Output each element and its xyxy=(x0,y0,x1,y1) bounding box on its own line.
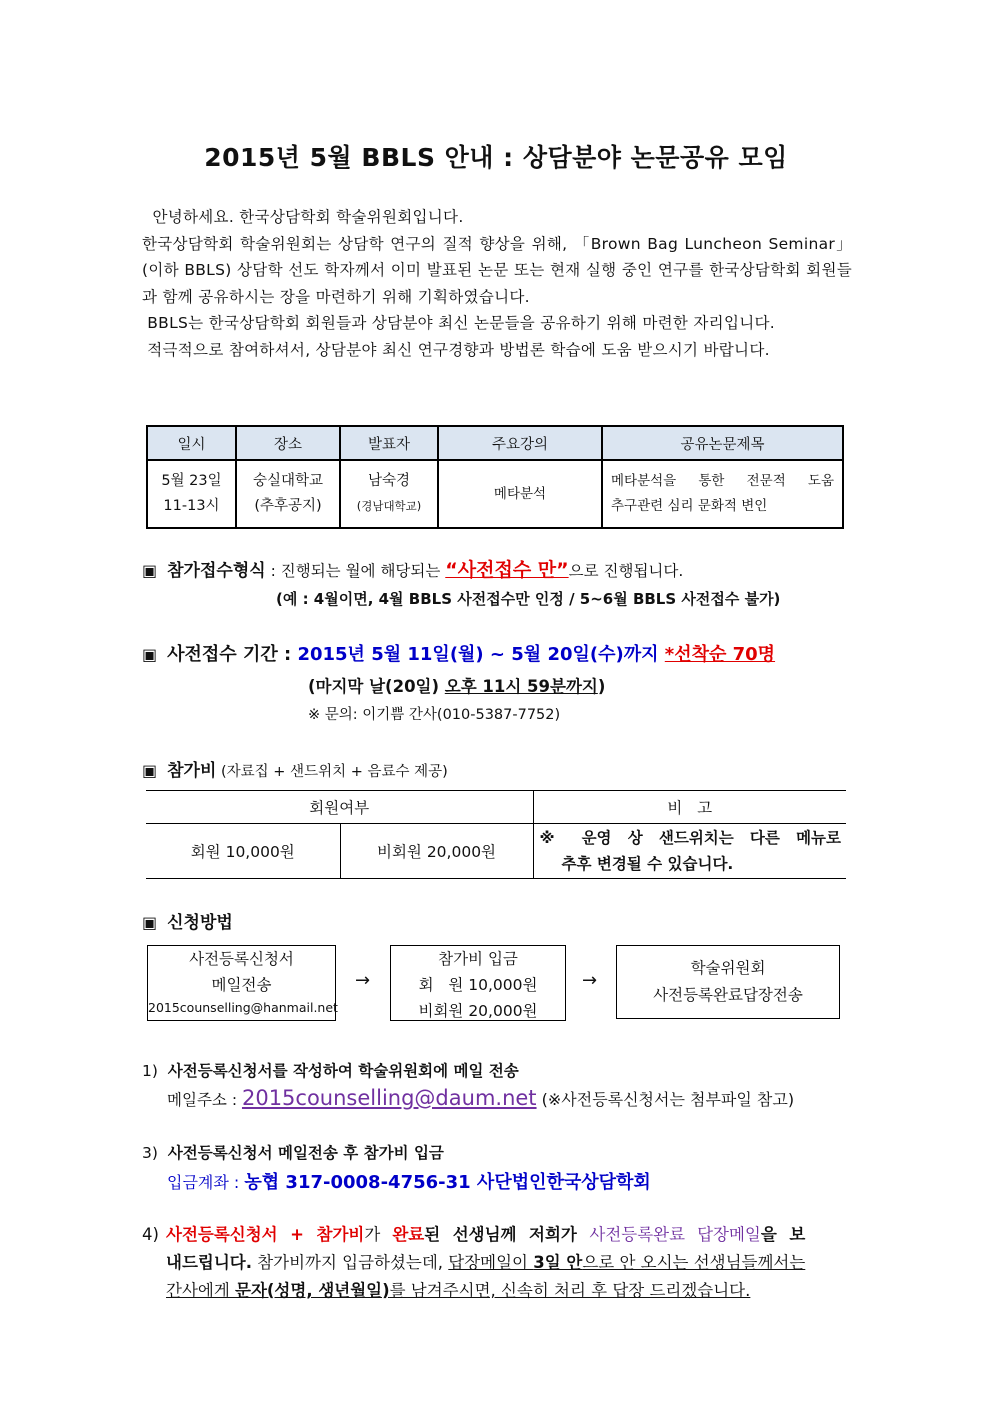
intro-purpose: 한국상담학회 학술위원회는 상담학 연구의 질적 향상을 위해, 「Brown Bag Luncheon Seminar」(이하 BBLS) 상담학 선도 학자께서 이미 발표된 논문 또는 현재 실행 중인 연구를 한국상담학회 회원들과 함께 공유하시는 장을 마련하기 위해 기획하였습니다. xyxy=(142,234,852,306)
registration-example: (예 : 4월이면, 4월 BBLS 사전접수만 인정 / 5~6월 BBLS 사전접수 불가) xyxy=(276,590,781,608)
schedule-presenter: 남숙경 (경남대학교) xyxy=(340,460,438,528)
section-marker: ▣ xyxy=(142,561,158,580)
intro-bbls: BBLS는 한국상담학회 회원들과 상담분야 최신 논문들을 공유하기 위해 마련한 자리입니다. xyxy=(142,314,776,332)
fee-member: 회원 10,000원 xyxy=(146,824,340,879)
fee-remarks: ※ 운영 상 샌드위치는 다른 메뉴로 추후 변경될 수 있습니다. xyxy=(533,824,846,879)
arrow-icon: → xyxy=(355,970,371,991)
first-come-limit: *선착순 70명 xyxy=(664,644,776,665)
fee-nonmember: 비회원 20,000원 xyxy=(340,824,533,879)
schedule-row xyxy=(147,460,843,528)
schedule-date: 5월 23일 11-13시 xyxy=(147,460,236,528)
period-section: ▣ 사전접수 기간 : 2015년 5월 11일(월) ~ 5월 20일(수)까지 *선착순 70명 xyxy=(142,644,776,665)
intro-text xyxy=(142,204,852,363)
step-box-payment: 참가비 입금 회 원 10,000원 비회원 20,000원 xyxy=(390,945,566,1021)
fee-header-remarks: 비 고 xyxy=(533,791,846,824)
schedule-header-presenter: 발표자 xyxy=(340,426,438,460)
registration-type-section: ▣ 참가접수형식 : 진행되는 월에 해당되는 “사전접수 만”으로 진행됩니다. xyxy=(142,559,684,581)
step-box-reply: 학술위원회 사전등록완료답장전송 xyxy=(616,945,840,1019)
step4-text: 4) 사전등록신청서 + 참가비가 완료된 선생님께 저희가 사전등록완료 답장메일을 보 내드립니다. 참가비까지 입금하셨는데, 답장메일이 3일 안으로 안 오시는 선생님들께서는 간사에게 문자(성명, 생년월일)를 남겨주시면, 신속히 처리 후 답장 드리겠습니다. xyxy=(142,1225,806,1300)
schedule-header-paper: 공유논문제목 xyxy=(602,426,843,460)
fee-header-membership: 회원여부 xyxy=(146,791,533,824)
bank-account: 입금계좌 : 농협 317-0008-4756-31 사단법인한국상담학회 xyxy=(167,1172,651,1193)
schedule-header-date: 일시 xyxy=(147,426,236,460)
period-range: 2015년 5월 11일(월) ~ 5월 20일(수)까지 xyxy=(297,644,665,665)
registration-type-label: 참가접수형식 xyxy=(167,561,266,581)
period-deadline: (마지막 날(20일) 오후 11시 59분까지) xyxy=(308,677,606,696)
schedule-table xyxy=(146,425,844,529)
schedule-place: 숭실대학교 (추후공지) xyxy=(236,460,340,528)
page-title: 2015년 5월 BBLS 안내 : 상담분야 논문공유 모임 xyxy=(204,143,788,172)
step-box-mail: 사전등록신청서 메일전송 2015counselling@hanmail.net xyxy=(147,945,336,1021)
method-section: ▣ 신청방법 xyxy=(142,913,233,933)
intro-greeting: 안녕하세요. 한국상담학회 학술위원회입니다. xyxy=(142,208,464,226)
schedule-header-row xyxy=(147,426,843,460)
fee-section: ▣ 참가비 (자료집 + 샌드위치 + 음료수 제공) xyxy=(142,761,448,781)
step3-title: 3) 사전등록신청서 메일전송 후 참가비 입금 xyxy=(142,1144,444,1162)
preregistration-only: “사전접수 만” xyxy=(445,559,569,581)
contact-info: ※ 문의: 이기쁨 간사(010-5387-7752) xyxy=(308,707,561,723)
schedule-paper: 메타분석을 통한 전문적 도움 추구관련 심리 문화적 변인 xyxy=(602,460,843,528)
fee-table xyxy=(146,790,846,879)
schedule-header-place: 장소 xyxy=(236,426,340,460)
mail-address: 2015counselling@daum.net xyxy=(241,1086,537,1110)
arrow-icon: → xyxy=(582,970,598,991)
schedule-header-lecture: 주요강의 xyxy=(438,426,602,460)
intro-invite: 적극적으로 참여하셔서, 상담분야 최신 연구경향과 방법론 학습에 도움 받으시기 바랍니다. xyxy=(142,340,770,359)
step1-mail: 메일주소 : 2015counselling@daum.net (※사전등록신청서는 첨부파일 참고) xyxy=(167,1086,795,1110)
step1-title: 1) 사전등록신청서를 작성하여 학술위원회에 메일 전송 xyxy=(142,1062,519,1080)
schedule-lecture: 메타분석 xyxy=(438,460,602,528)
